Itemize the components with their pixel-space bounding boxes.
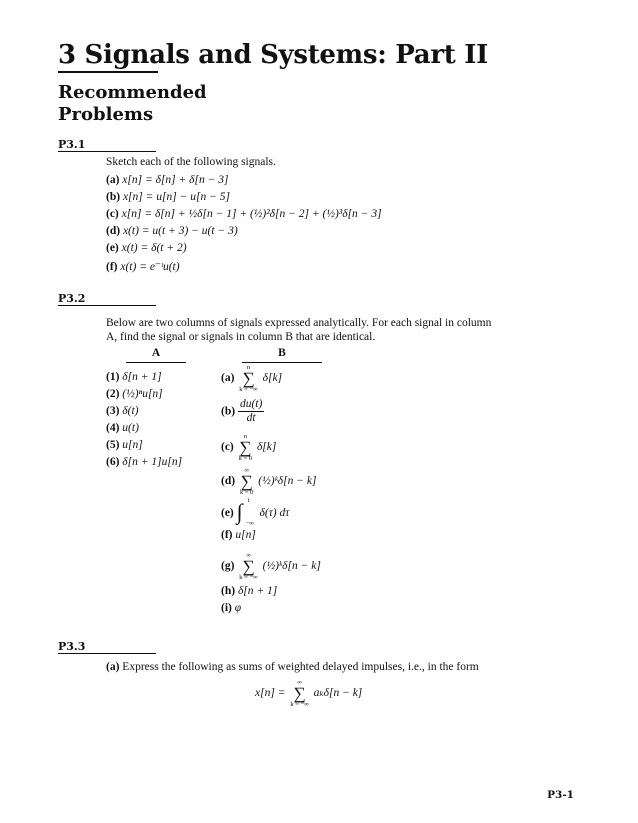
p31-item bbox=[106, 242, 382, 259]
item-tag: (a) bbox=[221, 372, 235, 385]
item-expression: δ(t) bbox=[122, 405, 139, 417]
derivative-fraction bbox=[238, 398, 264, 425]
item-tag: (e) bbox=[106, 242, 119, 254]
item-tag: (g) bbox=[221, 560, 235, 573]
sum-upper-limit: ∞ bbox=[246, 552, 251, 559]
item-tag: (c) bbox=[106, 208, 119, 220]
item-tag: (f) bbox=[106, 261, 118, 273]
item-expression: δ[n + 1] bbox=[237, 585, 278, 597]
item-tag: (a) bbox=[106, 174, 120, 186]
integral-symbol: ∫ t −∞ bbox=[236, 497, 254, 527]
column-b-item-a bbox=[221, 364, 282, 393]
item-expression: x[n] = δ[n] + δ[n − 3] bbox=[122, 174, 229, 186]
item-tag: (3) bbox=[106, 405, 120, 417]
column-b-item-d bbox=[221, 467, 316, 496]
p33-formula bbox=[255, 679, 362, 708]
column-a-item bbox=[106, 439, 182, 456]
item-tag: (h) bbox=[221, 585, 236, 597]
column-a-item bbox=[106, 371, 182, 388]
item-tag: (d) bbox=[106, 225, 121, 237]
p33-part-a-text: Express the following as sums of weighted delayed impulses, i.e., in the form bbox=[122, 661, 479, 673]
p31-item bbox=[106, 174, 382, 191]
problem-label-p33: P3.3 bbox=[58, 640, 86, 653]
item-tag: (c) bbox=[221, 441, 234, 454]
column-a-rule bbox=[126, 362, 186, 363]
column-a-list bbox=[106, 371, 182, 473]
p32-intro-line-2: A, find the signal or signals in column B that are identical. bbox=[106, 331, 376, 343]
p31-intro: Sketch each of the following signals. bbox=[106, 156, 276, 168]
item-tag: (e) bbox=[221, 507, 234, 519]
p33-part-a bbox=[106, 660, 479, 675]
p31-item bbox=[106, 191, 382, 208]
item-tag: (b) bbox=[221, 405, 236, 418]
column-b-item-i bbox=[221, 602, 241, 614]
item-expression: δ[n + 1]u[n] bbox=[122, 456, 183, 468]
item-expression: φ bbox=[234, 602, 242, 614]
item-expression: (½)ⁿu[n] bbox=[122, 388, 163, 400]
sum-upper-limit: n bbox=[246, 364, 251, 371]
column-b-heading: B bbox=[278, 347, 286, 359]
column-a-item bbox=[106, 388, 182, 405]
p31-item-list bbox=[106, 174, 382, 276]
summation-symbol: ∞ ∑ k = 0 bbox=[239, 467, 254, 496]
column-b-item-c bbox=[221, 433, 276, 462]
fraction-denominator: dt bbox=[246, 412, 256, 424]
column-b-item-b bbox=[221, 398, 264, 425]
item-expression: u[n] bbox=[122, 439, 143, 451]
problem-label-p32: P3.2 bbox=[58, 292, 86, 305]
sum-upper-limit: ∞ bbox=[244, 467, 249, 474]
column-b-rule bbox=[242, 362, 322, 363]
item-expression: u(t) bbox=[122, 422, 139, 434]
item-expression: x(t) = e⁻ᵗu(t) bbox=[120, 261, 180, 273]
column-a-item bbox=[106, 456, 182, 473]
item-tag: (a) bbox=[106, 661, 120, 673]
item-expression: x(t) = δ(t + 2) bbox=[121, 242, 187, 254]
summation-symbol: ∞ ∑ k = −∞ bbox=[239, 552, 258, 581]
sum-upper-limit: n bbox=[243, 433, 247, 440]
summation-symbol: n ∑ k = −∞ bbox=[239, 364, 258, 393]
column-a-item bbox=[106, 422, 182, 439]
fraction-numerator: du(t) bbox=[239, 398, 263, 410]
item-expression: x[n] = δ[n] + ½δ[n − 1] + (½)²δ[n − 2] + (½)³δ[n − 3] bbox=[121, 208, 382, 220]
item-tag: (f) bbox=[221, 529, 233, 541]
sum-lower-limit: k = 0 bbox=[238, 455, 253, 462]
item-tag: (4) bbox=[106, 422, 120, 434]
integral-upper-limit: t bbox=[247, 497, 250, 504]
sum-lower-limit: k = −∞ bbox=[239, 386, 258, 393]
sum-lower-limit: k = −∞ bbox=[290, 701, 309, 708]
item-expression: δ(τ) dτ bbox=[259, 507, 290, 519]
section-heading-line-2: Problems bbox=[58, 104, 154, 125]
item-tag: (6) bbox=[106, 456, 120, 468]
item-expression: δ[n + 1] bbox=[122, 371, 162, 383]
problem-rule-p33 bbox=[58, 653, 156, 654]
title-underline bbox=[58, 71, 158, 73]
column-a-heading: A bbox=[151, 347, 161, 359]
summation-symbol: ∞ ∑ k = −∞ bbox=[290, 679, 309, 708]
sum-lower-limit: k = −∞ bbox=[239, 574, 258, 581]
item-tag: (1) bbox=[106, 371, 120, 383]
item-tag: (d) bbox=[221, 475, 236, 488]
p31-item bbox=[106, 225, 382, 242]
item-expression: δ[k] bbox=[256, 441, 277, 454]
page-number: P3-1 bbox=[547, 789, 574, 801]
p32-intro-line-1: Below are two columns of signals expressed analytically. For each signal in column bbox=[106, 317, 492, 329]
item-expression: u[n] bbox=[235, 529, 256, 541]
column-b-item-g bbox=[221, 552, 321, 581]
sum-lower-limit: k = 0 bbox=[239, 489, 254, 496]
formula-body: aₖδ[n − k] bbox=[313, 687, 363, 700]
item-tag: (5) bbox=[106, 439, 120, 451]
integral-lower-limit: −∞ bbox=[245, 520, 254, 527]
problem-label-p31: P3.1 bbox=[58, 138, 86, 151]
section-heading bbox=[58, 82, 207, 126]
item-expression: x[n] = u[n] − u[n − 5] bbox=[122, 191, 230, 203]
column-b-item-e bbox=[221, 497, 290, 527]
item-expression: (½)ᵏδ[n − k] bbox=[262, 560, 321, 573]
column-b-item-h bbox=[221, 585, 277, 597]
item-tag: (i) bbox=[221, 602, 232, 614]
column-b-item-f bbox=[221, 529, 256, 541]
problem-rule-p31 bbox=[58, 151, 156, 152]
chapter-title: 3 Signals and Systems: Part II bbox=[58, 40, 488, 70]
item-tag: (b) bbox=[106, 191, 121, 203]
sum-upper-limit: ∞ bbox=[297, 679, 302, 686]
summation-symbol: n ∑ k = 0 bbox=[238, 433, 253, 462]
p31-item bbox=[106, 208, 382, 225]
p31-item bbox=[106, 259, 382, 276]
section-heading-line-1: Recommended bbox=[58, 82, 207, 103]
item-expression: (½)ᵏδ[n − k] bbox=[258, 475, 317, 488]
problem-rule-p32 bbox=[58, 305, 156, 306]
item-tag: (2) bbox=[106, 388, 120, 400]
column-a-item bbox=[106, 405, 182, 422]
item-expression: δ[k] bbox=[262, 372, 283, 385]
item-expression: x(t) = u(t + 3) − u(t − 3) bbox=[122, 225, 238, 237]
formula-lhs: x[n] = bbox=[255, 687, 286, 700]
